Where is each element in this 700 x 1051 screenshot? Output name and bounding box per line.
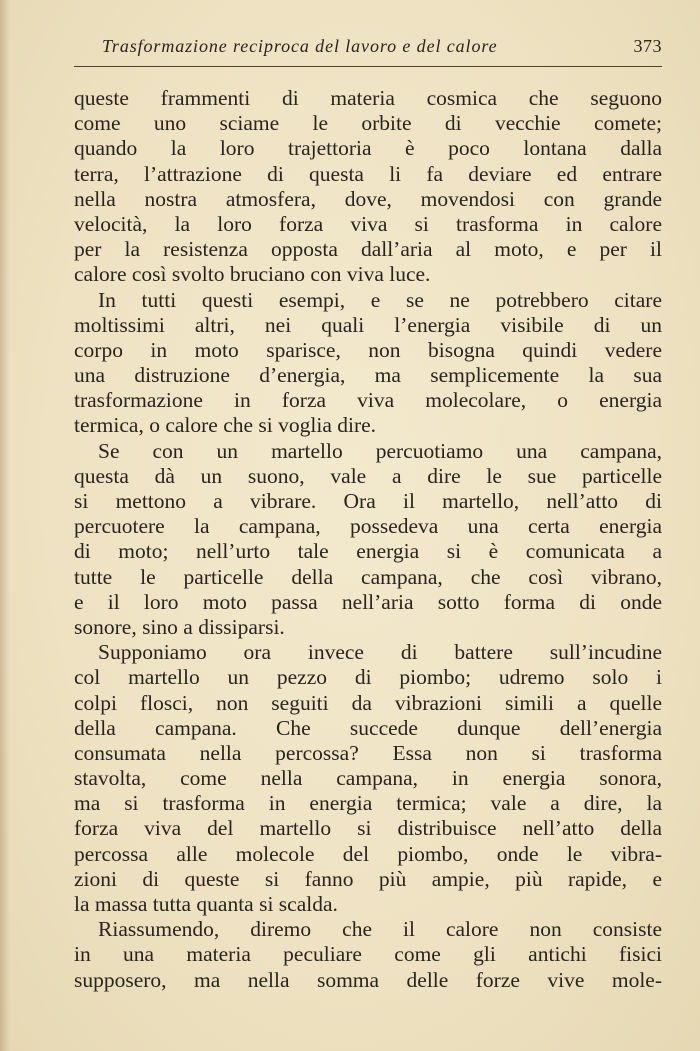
text-line: calore così svolto bruciano con viva luce. [74, 262, 431, 287]
text-line: quando la loro trajettoria è poco lontana dalla [74, 136, 662, 161]
text-line: di moto; nell’urto tale energia si è comunicata a [74, 539, 662, 564]
text-line: ma si trasforma in energia termica; vale a dire, la [74, 791, 662, 816]
text-line: corpo in moto sparisce, non bisogna quindi vedere [74, 337, 662, 362]
paragraph-first-line: Se con un martello percuotiamo una campana, [98, 438, 662, 463]
text-line: consumata nella percossa? Essa non si trasforma [74, 740, 662, 765]
text-line: una distruzione d’energia, ma semplicemente la sua [74, 363, 662, 388]
text-line: in una materia peculiare come gli antichi fisici [74, 942, 662, 967]
text-line: e il loro moto passa nell’aria sotto forma di onde [74, 589, 662, 614]
text-line: trasformazione in forza viva molecolare, o energia [74, 388, 662, 413]
text-line: percuotere la campana, possedeva una certa energia [74, 514, 662, 539]
paragraph-first-line: Supponiamo ora invece di battere sull’incudine [98, 640, 662, 665]
page-number: 373 [633, 36, 662, 56]
spine-shadow [0, 0, 10, 1051]
text-line: sonore, sino a dissiparsi. [74, 614, 285, 639]
text-line: percossa alle molecole del piombo, onde le vibra- [74, 841, 662, 866]
text-line: della campana. Che succede dunque dell’energia [74, 715, 662, 740]
header-rule [74, 66, 662, 67]
text-line: tutte le particelle della campana, che così vibrano, [74, 564, 662, 589]
text-line: per la resistenza opposta dall’aria al moto, e per il [74, 237, 662, 262]
text-line: velocità, la loro forza viva si trasforma in calore [74, 211, 662, 236]
body-text [74, 86, 662, 993]
text-line: supposero, ma nella somma delle forze vive mole- [74, 967, 662, 992]
text-line: nella nostra atmosfera, dove, movendosi con grande [74, 186, 662, 211]
text-line: come uno sciame le orbite di vecchie comete; [74, 111, 662, 136]
text-line: colpi flosci, non seguiti da vibrazioni simili a quelle [74, 690, 662, 715]
running-head [74, 32, 662, 60]
text-line: si mettono a vibrare. Ora il martello, nell’atto di [74, 489, 662, 513]
text-line: stavolta, come nella campana, in energia sonora, [74, 766, 662, 791]
text-line: col martello un pezzo di piombo; udremo solo i [74, 665, 662, 690]
text-line: forza viva del martello si distribuisce nell’atto della [74, 816, 662, 841]
text-line: terra, l’attrazione di questa li fa deviare ed entrare [74, 161, 662, 186]
text-line: queste frammenti di materia cosmica che seguono [74, 86, 662, 110]
paragraph-first-line: Riassumendo, diremo che il calore non consiste [98, 917, 662, 942]
text-line: la massa tutta quanta si scalda. [74, 892, 338, 916]
running-title: Trasformazione reciproca del lavoro e del calore [102, 36, 498, 56]
text-line: zioni di queste si fanno più ampie, più rapide, e [74, 866, 662, 891]
text-line: moltissimi altri, nei quali l’energia visibile di un [74, 312, 662, 337]
paragraph-first-line: In tutti questi esempi, e se ne potrebbero citare [98, 287, 662, 312]
text-line: questa dà un suono, vale a dire le sue particelle [74, 463, 662, 488]
text-line: termica, o calore che si voglia dire. [74, 413, 377, 438]
